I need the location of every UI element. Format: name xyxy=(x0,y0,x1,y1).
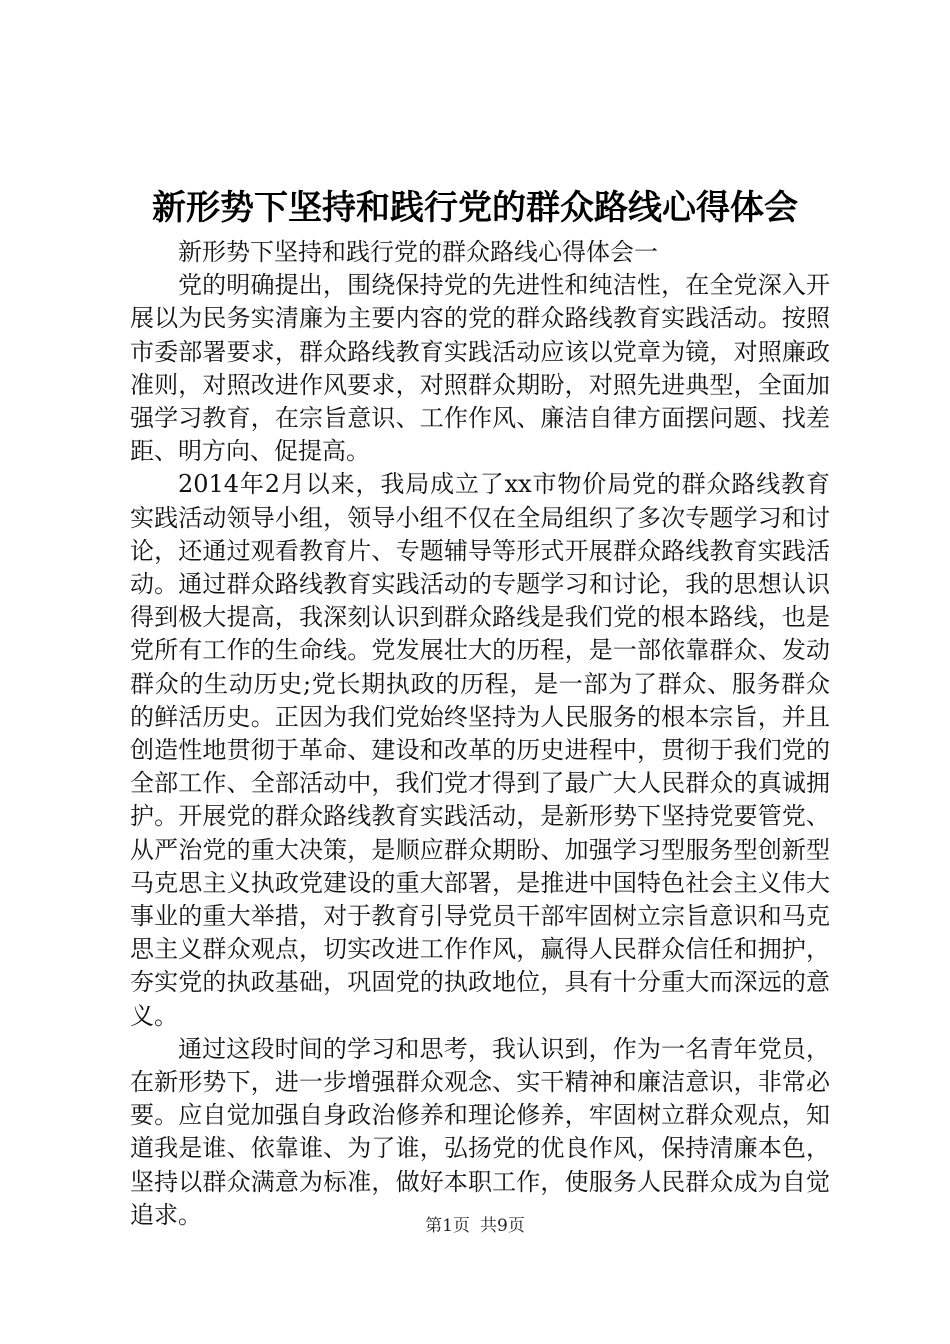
paragraph-2: 2014年2月以来，我局成立了xx市物价局党的群众路线教育实践活动领导小组，领导小组不仅在全局组织了多次专题学习和讨论，还通过观看教育片、专题辅导等形式开展群众路线教育实践活动。通过群众路线教育实践活动的专题学习和讨论，我的思想认识得到极大提高，我深刻认识到群众路线是我们党的根本路线，也是党所有工作的生命线。党发展壮大的历程，是一部依靠群众、发动群众的生动历史;党长期执政的历程，是一部为了群众、服务群众的鲜活历史。正因为我们党始终坚持为人民服务的根本宗旨，并且创造性地贯彻于革命、建设和改革的历史进程中，贯彻于我们党的全部工作、全部活动中，我们党才得到了最广大人民群众的真诚拥护。开展党的群众路线教育实践活动，是新形势下坚持党要管党、从严治党的重大决策，是顺应群众期盼、加强学习型服务型创新型马克思主义执政党建设的重大部署，是推进中国特色社会主义伟大事业的重大举措，对于教育引导党员干部牢固树立宗旨意识和马克思主义群众观点，切实改进工作作风，赢得人民群众信任和拥护，夯实党的执政基础，巩固党的执政地位，具有十分重大而深远的意义。 xyxy=(130,470,830,1030)
paragraph-3: 通过这段时间的学习和思考，我认识到，作为一名青年党员，在新形势下，进一步增强群众观念、实干精神和廉洁意识，非常必要。应自觉加强自身政治修养和理论修养，牢固树立群众观点，知道我是谁、依靠谁、为了谁，弘扬党的优良作风，保持清廉本色，坚持以群众满意为标准，做好本职工作，使服务人民群众成为自觉追求。 xyxy=(130,1034,830,1229)
page-number: 第1页 xyxy=(425,1216,470,1236)
paragraph-subtitle: 新形势下坚持和践行党的群众路线心得体会一 xyxy=(178,238,658,266)
page-total: 共9页 xyxy=(480,1216,525,1236)
page-footer xyxy=(0,1214,950,1238)
document-body xyxy=(130,236,830,1232)
paragraph-1: 党的明确提出，围绕保持党的先进性和纯洁性，在全党深入开展以为民务实清廉为主要内容的党的群众路线教育实践活动。按照市委部署要求，群众路线教育实践活动应该以党章为镜，对照廉政准则，对照改进作风要求，对照群众期盼，对照先进典型，全面加强学习教育，在宗旨意识、工作作风、廉洁自律方面摆问题、找差距、明方向、促提高。 xyxy=(130,271,830,466)
document-title: 新形势下坚持和践行党的群众路线心得体会 xyxy=(152,188,798,228)
